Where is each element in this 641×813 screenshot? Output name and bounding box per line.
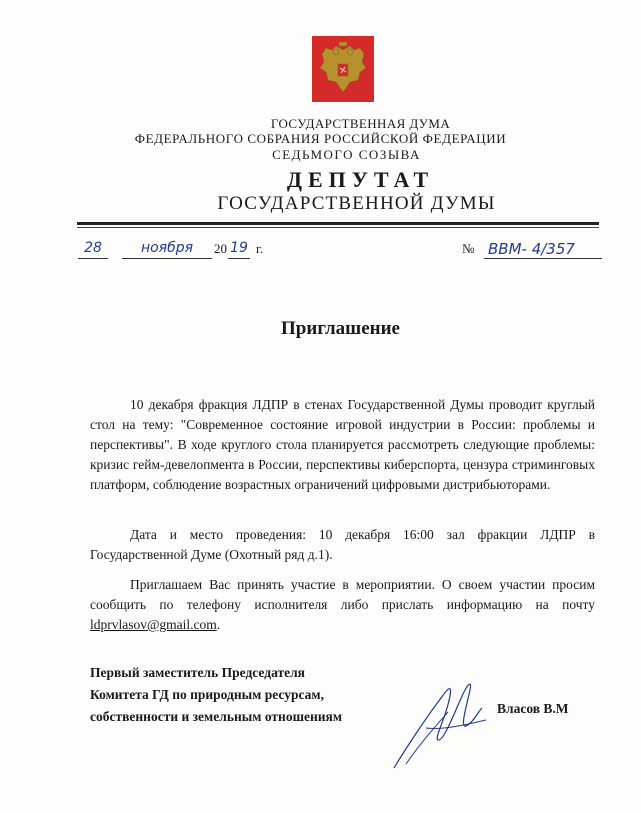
date-day: 28 [78,240,108,259]
russian-coat-of-arms-icon [312,36,374,102]
date-year-suffix: 19 [228,240,250,259]
page-title: Приглашение [281,318,400,339]
header-convocation: СЕДЬМОГО СОЗЫВА [272,147,421,162]
header-duma: ГОСУДАРСТВЕННАЯ ДУМА [270,116,451,131]
date-month: ноября [122,240,212,259]
email-link[interactable]: ldprvlasov@gmail.com [90,617,217,632]
header-deputy: ДЕПУТАТ [286,167,435,192]
body-paragraph-3-end: . [216,617,221,632]
body-paragraph-1: 10 декабря фракция ЛДПР в стенах Государственной Думы проводит круглый стол на тему: "Современное состояние игровой индустрии в России: проблемы и перспективы". В ходе круглого стола планируется рассмотреть следующие проблемы: кризис гейм-девелопмента в России, перспективы киберспорта, цензура стриминговых платформ, соблюдение возрастных ограничений цифровыми дистрибьюторами. [90,397,595,492]
handwritten-signature-icon [386,668,496,778]
body-paragraph-2: Дата и место проведения: 10 декабря 16:00 зал фракции ЛДПР в Государственной Думе (Охотный ряд д.1). [90,527,595,562]
signatory-title-line-3: собственности и земельным отношениям [90,709,343,724]
header-rule-thin [77,227,599,228]
body-paragraph-3-text: Приглашаем Вас принять участие в мероприятии. О своем участии просим сообщить по телефону исполнителя либо прислать информацию на почту [90,577,595,612]
signatory-name: Власов В.М [497,701,569,716]
number-sign: № [462,241,475,256]
date-year-prefix: 20 [214,241,227,256]
signatory-title-line-2: Комитета ГД по природным ресурсам, [90,687,324,702]
body-paragraph-3 [90,575,595,635]
header-federal-assembly: ФЕДЕРАЛЬНОГО СОБРАНИЯ РОССИЙСКОЙ ФЕДЕРАЦИИ [134,131,507,146]
signatory-title-line-1: Первый заместитель Председателя [90,665,305,680]
signatory-title [90,662,342,728]
header-state-duma: ГОСУДАРСТВЕННОЙ ДУМЫ [217,193,496,214]
date-year-unit: г. [256,241,264,256]
header-rule-thick [77,222,599,225]
document-number: ВВМ- 4/357 [484,240,602,259]
